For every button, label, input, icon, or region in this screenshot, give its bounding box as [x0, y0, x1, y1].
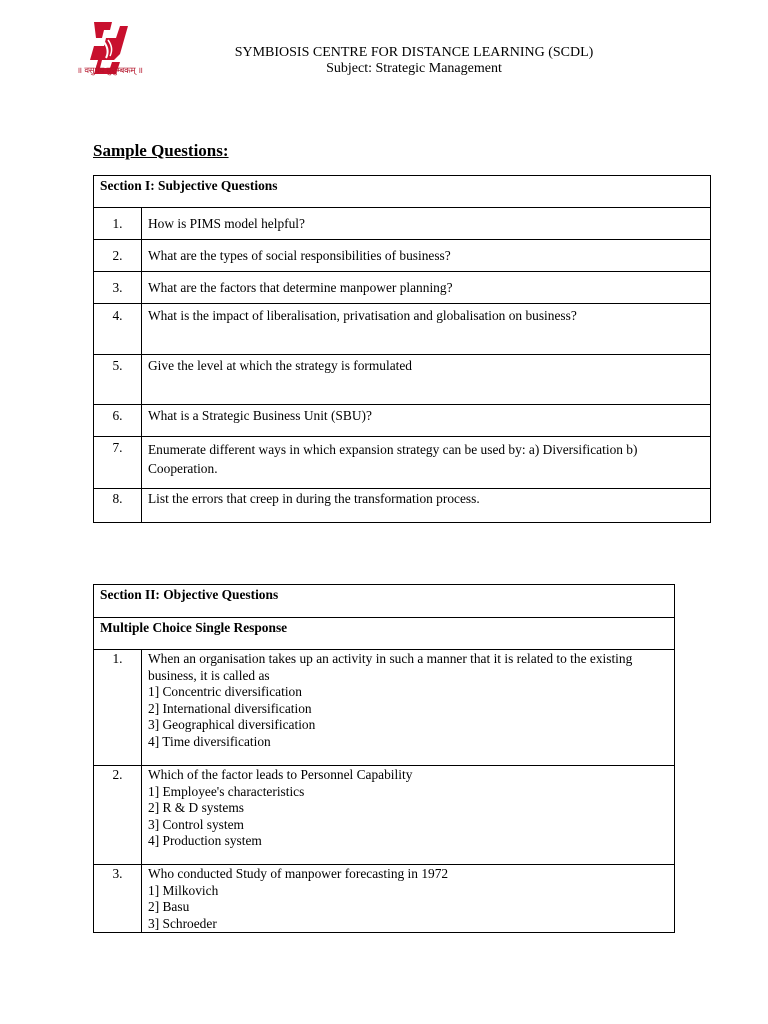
question-text: Which of the factor leads to Personnel Capability: [148, 767, 413, 782]
question-number: 1.: [94, 208, 142, 240]
table-row: [94, 272, 711, 304]
table-row: [94, 208, 711, 240]
section-2-title: Section II: Objective Questions: [94, 585, 675, 618]
option-4: 4] Production system: [148, 833, 262, 849]
table-row: [94, 650, 675, 766]
section-2-subtitle: Multiple Choice Single Response: [94, 618, 675, 650]
question-text: When an organisation takes up an activity in such a manner that it is related to the existing business, it is called as: [148, 651, 633, 683]
table-row: [94, 240, 711, 272]
table-row: [94, 437, 711, 489]
question-block: [142, 650, 675, 766]
option-3: 3] Geographical diversification: [148, 717, 316, 733]
question-text: What are the factors that determine manpower planning?: [142, 272, 711, 304]
option-1: 1] Employee's characteristics: [148, 783, 305, 799]
question-text: Who conducted Study of manpower forecasting in 1972: [148, 866, 449, 881]
subjective-questions-table: [93, 175, 711, 523]
option-3: 3] Schroeder: [148, 915, 217, 931]
question-number: 4.: [94, 304, 142, 355]
table-row: [94, 489, 711, 523]
table-row: [94, 355, 711, 405]
option-4: 4] Time diversification: [148, 733, 271, 749]
institution-name: SYMBIOSIS CENTRE FOR DISTANCE LEARNING (SCDL): [234, 45, 594, 60]
option-1: 1] Concentric diversification: [148, 684, 302, 700]
page-heading: Sample Questions:: [93, 141, 229, 160]
question-text: What are the types of social responsibilities of business?: [142, 240, 711, 272]
table-row: [94, 865, 675, 933]
question-number: 2.: [94, 240, 142, 272]
logo-tagline: ॥ वसुधैव कुटुम्बकम् ॥: [77, 66, 143, 76]
option-2: 2] Basu: [148, 899, 190, 915]
section-1-title: Section I: Subjective Questions: [94, 176, 711, 208]
option-2: 2] R & D systems: [148, 800, 244, 816]
option-1: 1] Milkovich: [148, 882, 219, 898]
question-text: What is the impact of liberalisation, privatisation and globalisation on business?: [142, 304, 711, 355]
option-2: 2] International diversification: [148, 700, 312, 716]
question-text: What is a Strategic Business Unit (SBU)?: [142, 405, 711, 437]
option-3: 3] Control system: [148, 816, 244, 832]
subject-title: Subject: Strategic Management: [326, 61, 502, 76]
question-number: 3.: [94, 865, 142, 933]
question-text: How is PIMS model helpful?: [142, 208, 711, 240]
question-text: Enumerate different ways in which expansion strategy can be used by: a) Diversification b) Cooperation.: [142, 437, 711, 489]
table-row: [94, 304, 711, 355]
question-number: 2.: [94, 766, 142, 865]
question-block: [142, 766, 675, 865]
question-text: Give the level at which the strategy is formulated: [142, 355, 711, 405]
objective-questions-table: [93, 584, 675, 933]
table-row: [94, 405, 711, 437]
question-number: 5.: [94, 355, 142, 405]
table-row: [94, 766, 675, 865]
question-number: 6.: [94, 405, 142, 437]
question-block: [142, 865, 675, 933]
question-text: List the errors that creep in during the transformation process.: [142, 489, 711, 523]
question-number: 3.: [94, 272, 142, 304]
question-number: 7.: [94, 437, 142, 489]
question-number: 8.: [94, 489, 142, 523]
question-number: 1.: [94, 650, 142, 766]
